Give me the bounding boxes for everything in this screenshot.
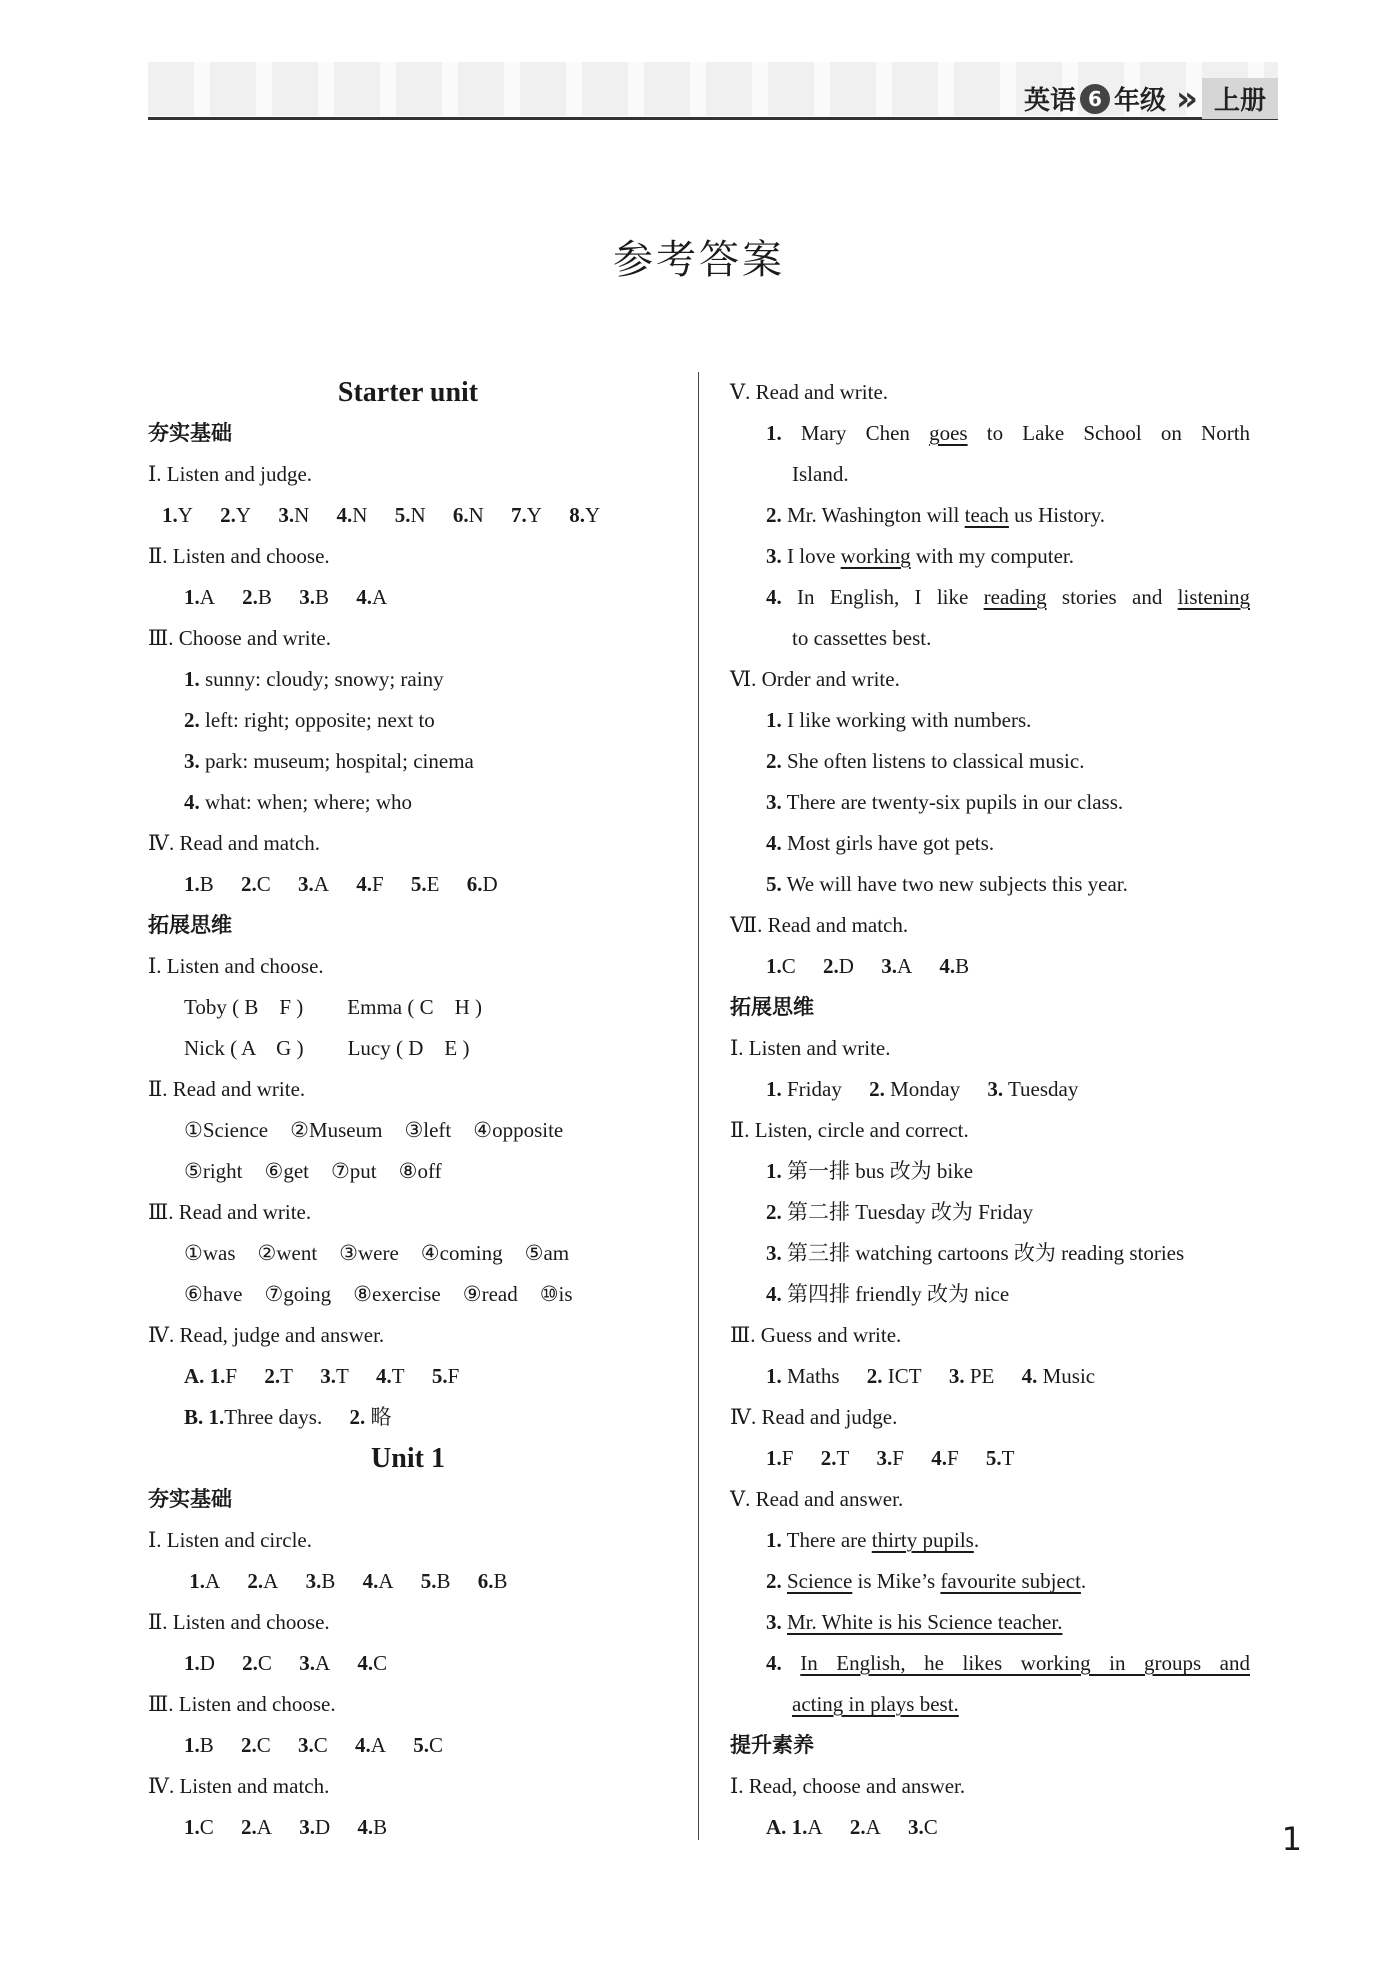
book-label bbox=[1024, 78, 1278, 119]
unit-heading: Starter unit bbox=[337, 377, 479, 408]
double-chevron-icon: » bbox=[1176, 78, 1188, 119]
answer-line: 5. We will have two new subjects this year. bbox=[766, 872, 1128, 896]
section-heading: 夯实基础 bbox=[148, 421, 232, 445]
answer-line: 2. She often listens to classical music. bbox=[766, 749, 1085, 773]
answer-line: 3. 第三排 watching cartoons 改为 reading stories bbox=[766, 1241, 1185, 1265]
exercise-heading: Ⅶ. Read and match. bbox=[730, 913, 909, 937]
answer-line: 1. There are thirty pupils. bbox=[766, 1528, 980, 1552]
exercise-heading: Ⅰ. Read, choose and answer. bbox=[730, 1774, 966, 1798]
exercise-heading: Ⅲ. Listen and choose. bbox=[148, 1692, 336, 1716]
answer-row: 1.Y 2.Y 3.N 4.N 5.N 6.N 7.Y 8.Y bbox=[162, 503, 601, 527]
answer-row: ⑤right ⑥get ⑦put ⑧off bbox=[184, 1159, 442, 1183]
answer-row: ①Science ②Museum ③left ④opposite bbox=[184, 1118, 564, 1142]
answer-line: 4. In English, he likes working in groups and bbox=[766, 1651, 1251, 1675]
page-title: 参考答案 bbox=[613, 237, 785, 283]
answer-row: A. 1.A 2.A 3.C bbox=[766, 1815, 938, 1839]
answer-row: 1.B 2.C 3.A 4.F 5.E 6.D bbox=[184, 872, 498, 896]
answer-line: 2. 第二排 Tuesday 改为 Friday bbox=[766, 1200, 1033, 1224]
exercise-heading: Ⅴ. Read and write. bbox=[730, 380, 889, 404]
answer-row: 1.F 2.T 3.F 4.F 5.T bbox=[766, 1446, 1015, 1470]
subject: 英语 bbox=[1023, 86, 1076, 116]
unit-heading: Unit 1 bbox=[371, 1443, 445, 1474]
exercise-heading: Ⅳ. Read and judge. bbox=[730, 1405, 898, 1429]
exercise-heading: Ⅰ. Listen and circle. bbox=[148, 1528, 312, 1552]
answer-row: A. 1.F 2.T 3.T 4.T 5.F bbox=[184, 1364, 460, 1388]
answer-row: 1. Maths 2. ICT 3. PE 4. Music bbox=[766, 1364, 1096, 1388]
section-heading: 夯实基础 bbox=[148, 1487, 232, 1511]
answer-line: 4. Most girls have got pets. bbox=[766, 831, 995, 855]
answer-line: acting in plays best. bbox=[792, 1692, 959, 1716]
section-heading: 提升素养 bbox=[730, 1733, 814, 1757]
answer-row: 1.C 2.D 3.A 4.B bbox=[766, 954, 970, 978]
answer-row: 1.C 2.A 3.D 4.B bbox=[184, 1815, 388, 1839]
exercise-heading: Ⅰ. Listen and choose. bbox=[148, 954, 324, 978]
exercise-heading: Ⅳ. Read, judge and answer. bbox=[148, 1323, 385, 1347]
section-heading: 拓展思维 bbox=[148, 913, 232, 937]
answer-line: 4. what: when; where; who bbox=[184, 790, 413, 814]
exercise-heading: Ⅲ. Read and write. bbox=[148, 1200, 312, 1224]
answer-row: 1.A 2.B 3.B 4.A bbox=[184, 585, 388, 609]
right-column bbox=[730, 372, 1250, 1848]
page-number: 1 bbox=[1281, 1820, 1302, 1858]
answer-line: 3. Mr. White is his Science teacher. bbox=[766, 1610, 1063, 1634]
answer-line: Island. bbox=[792, 462, 849, 486]
volume: 上册 bbox=[1202, 78, 1278, 119]
exercise-heading: Ⅱ. Listen, circle and correct. bbox=[730, 1118, 969, 1142]
answer-line: 1. sunny: cloudy; snowy; rainy bbox=[184, 667, 444, 691]
exercise-heading: Ⅴ. Read and answer. bbox=[730, 1487, 904, 1511]
section-heading: 拓展思维 bbox=[730, 995, 814, 1019]
answer-line: to cassettes best. bbox=[792, 626, 932, 650]
answer-row: 1. Friday 2. Monday 3. Tuesday bbox=[766, 1077, 1079, 1101]
exercise-heading: Ⅵ. Order and write. bbox=[730, 667, 900, 691]
answer-row: Nick ( A G ) Lucy ( D E ) bbox=[184, 1036, 470, 1060]
column-divider bbox=[698, 372, 699, 1840]
answer-row: ①was ②went ③were ④coming ⑤am bbox=[184, 1241, 570, 1265]
exercise-heading: Ⅳ. Listen and match. bbox=[148, 1774, 330, 1798]
answer-line: 2. Science is Mike’s favourite subject. bbox=[766, 1569, 1087, 1593]
answer-line: 1. 第一排 bus 改为 bike bbox=[766, 1159, 974, 1183]
answer-line: 4. In English, I like reading stories and listening bbox=[766, 585, 1250, 609]
left-column bbox=[148, 372, 668, 1848]
answer-line: 1. Mary Chen goes to Lake School on North bbox=[766, 421, 1251, 445]
exercise-heading: Ⅱ. Read and write. bbox=[148, 1077, 306, 1101]
exercise-heading: Ⅳ. Read and match. bbox=[148, 831, 321, 855]
exercise-heading: Ⅱ. Listen and choose. bbox=[148, 544, 330, 568]
grade-suffix: 年级 bbox=[1114, 86, 1167, 116]
answer-line: 3. I love working with my computer. bbox=[766, 544, 1074, 568]
answer-row: 1.D 2.C 3.A 4.C bbox=[184, 1651, 388, 1675]
answer-line: 3. park: museum; hospital; cinema bbox=[184, 749, 474, 773]
exercise-heading: Ⅰ. Listen and write. bbox=[730, 1036, 891, 1060]
answer-row: ⑥have ⑦going ⑧exercise ⑨read ⑩is bbox=[184, 1282, 573, 1306]
answer-line: 3. There are twenty-six pupils in our class. bbox=[766, 790, 1124, 814]
answer-row: B. 1.Three days. 2. 略 bbox=[184, 1405, 392, 1429]
answer-row: 1.B 2.C 3.C 4.A 5.C bbox=[184, 1733, 443, 1757]
answer-line: 4. 第四排 friendly 改为 nice bbox=[766, 1282, 1010, 1306]
answer-line: 2. Mr. Washington will teach us History. bbox=[766, 503, 1105, 527]
answer-row: 1.A 2.A 3.B 4.A 5.B 6.B bbox=[189, 1569, 508, 1593]
exercise-heading: Ⅰ. Listen and judge. bbox=[148, 462, 313, 486]
answer-line: 1. I like working with numbers. bbox=[766, 708, 1032, 732]
grade-number: 6 bbox=[1080, 84, 1110, 114]
exercise-heading: Ⅱ. Listen and choose. bbox=[148, 1610, 330, 1634]
exercise-heading: Ⅲ. Guess and write. bbox=[730, 1323, 902, 1347]
exercise-heading: Ⅲ. Choose and write. bbox=[148, 626, 331, 650]
answer-row: Toby ( B F ) Emma ( C H ) bbox=[184, 995, 483, 1019]
answer-line: 2. left: right; opposite; next to bbox=[184, 708, 435, 732]
